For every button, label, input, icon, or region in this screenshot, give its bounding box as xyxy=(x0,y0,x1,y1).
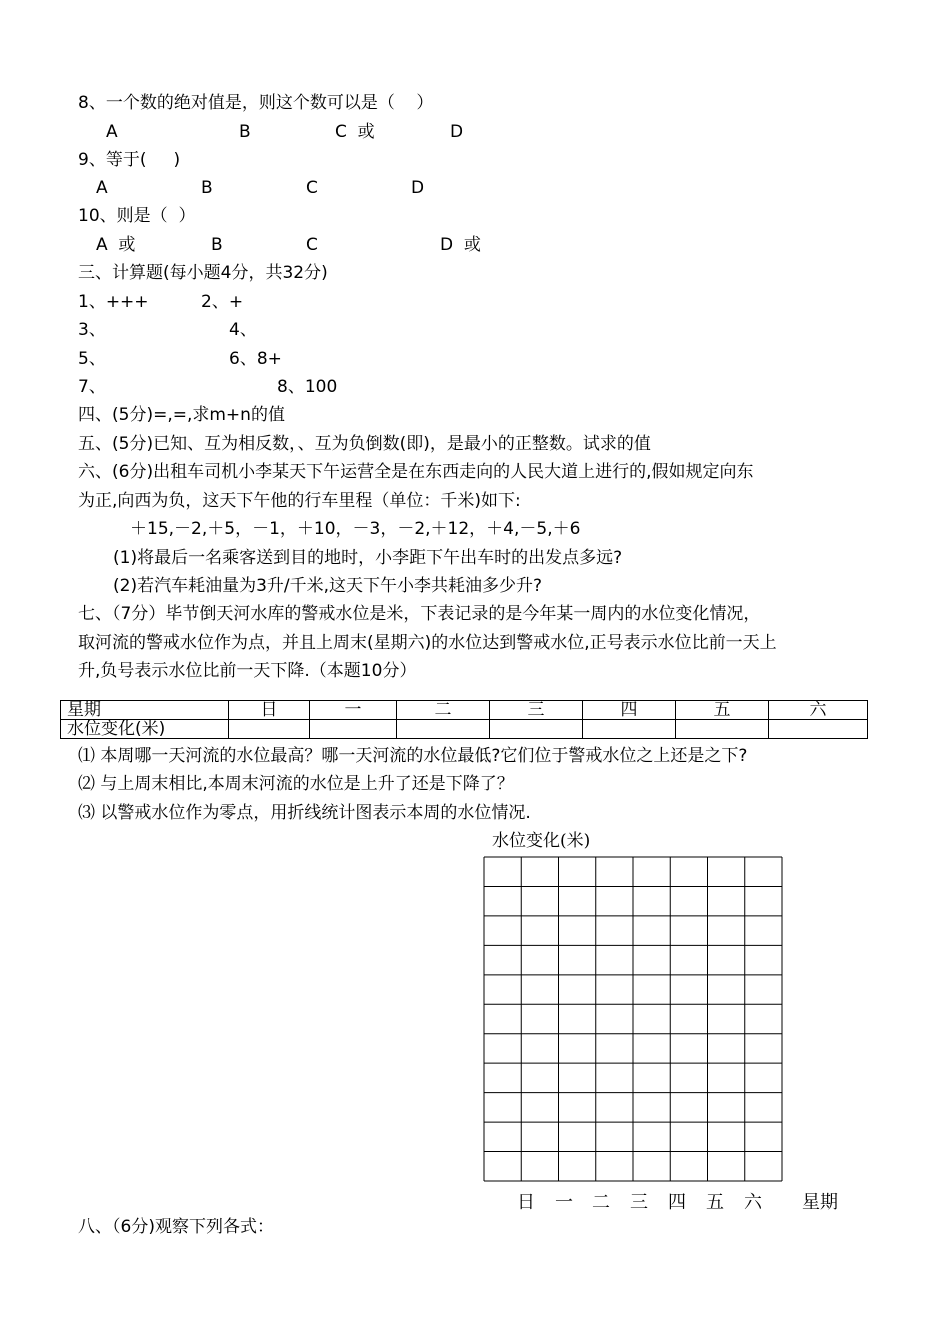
water-level-table xyxy=(60,700,868,739)
question-8-stem: 8、一个数的绝对值是，则这个数可以是（ ） xyxy=(78,93,434,113)
question-9-option-b: B xyxy=(201,178,213,198)
table-value-cell xyxy=(769,720,868,739)
calc-item-7: 7、 xyxy=(78,377,106,397)
calc-item-1: 1、+++ xyxy=(78,292,149,312)
section-7-line-3: 升,负号表示水位比前一天下降.（本题10分） xyxy=(78,661,417,681)
table-value-cell xyxy=(583,720,676,739)
question-10-option-b: B xyxy=(211,235,223,255)
calc-item-8: 8、100 xyxy=(277,377,338,397)
blank-chart-grid xyxy=(483,856,783,1182)
table-day-cell: 三 xyxy=(490,701,583,720)
chart-x-label-day: 日 xyxy=(517,1192,535,1213)
question-9-option-a: A xyxy=(96,178,108,198)
table-value-cell xyxy=(310,720,397,739)
section-6-question-2: (2)若汽车耗油量为3升/千米,这天下午小李共耗油多少升? xyxy=(113,576,543,596)
table-day-cell: 一 xyxy=(310,701,397,720)
table-day-cell: 二 xyxy=(397,701,490,720)
chart-y-axis-label: 水位变化(米) xyxy=(492,831,591,851)
question-8-option-b: B xyxy=(239,122,251,142)
chart-x-label-day: 一 xyxy=(555,1192,573,1213)
table-day-cell: 四 xyxy=(583,701,676,720)
section-7-question-1: ⑴ 本周哪一天河流的水位最高？哪一天河流的水位最低?它们位于警戒水位之上还是之下? xyxy=(78,746,748,766)
chart-x-label-day: 五 xyxy=(706,1192,724,1213)
question-10-option-d: D 或 xyxy=(440,235,481,255)
question-9-stem: 9、等于( ) xyxy=(78,150,181,170)
table-day-cell: 日 xyxy=(229,701,310,720)
table-header-water-change: 水位变化(米) xyxy=(61,720,229,739)
section-6-line-2: 为正,向西为负，这天下午他的行车里程（单位：千米)如下: xyxy=(78,491,521,511)
calc-item-2: 2、+ xyxy=(201,292,244,312)
question-8-option-d: D xyxy=(450,122,464,142)
table-row-water-change xyxy=(61,720,868,739)
section-5-text: 五、(5分)已知、互为相反数，、互为负倒数(即)，是最小的正整数。试求的值 xyxy=(78,434,651,454)
chart-x-label-day: 六 xyxy=(744,1192,762,1213)
table-day-cell: 六 xyxy=(769,701,868,720)
chart-x-axis-label: 星期 xyxy=(802,1192,838,1213)
table-day-cell: 五 xyxy=(676,701,769,720)
chart-grid-svg xyxy=(483,856,783,1182)
calc-item-4: 4、 xyxy=(229,320,257,340)
section-6-line-1: 六、(6分)出租车司机小李某天下午运营全是在东西走向的人民大道上进行的,假如规定向东 xyxy=(78,462,754,482)
calc-item-3: 3、 xyxy=(78,320,106,340)
table-value-cell xyxy=(676,720,769,739)
table-header-day: 星期 xyxy=(61,701,229,720)
section-6-question-1: (1)将最后一名乘客送到目的地时，小李距下午出车时的出发点多远? xyxy=(113,548,623,568)
section-7-question-2: ⑵ 与上周末相比,本周末河流的水位是上升了还是下降了？ xyxy=(78,774,514,794)
question-9-option-d: D xyxy=(411,178,425,198)
calc-item-6: 6、8+ xyxy=(229,349,282,369)
section-6-mileage-data: ＋15,－2,＋5，－1，＋10，－3，－2,＋12，＋4,－5,＋6 xyxy=(130,519,581,539)
section-3-title: 三、计算题(每小题4分，共32分) xyxy=(78,263,328,283)
section-4-text: 四、(5分)=,=,求m+n的值 xyxy=(78,405,285,425)
section-8-text: 八、（6分)观察下列各式： xyxy=(78,1217,274,1237)
table-value-cell xyxy=(397,720,490,739)
chart-x-label-day: 四 xyxy=(668,1192,686,1213)
question-10-option-a: A 或 xyxy=(96,235,136,255)
chart-x-label-day: 二 xyxy=(592,1192,610,1213)
table-value-cell xyxy=(490,720,583,739)
question-10-stem: 10、则是（ ） xyxy=(78,206,196,226)
question-9-option-c: C xyxy=(306,178,318,198)
table-row-days xyxy=(61,701,868,720)
question-8-option-a: A xyxy=(106,122,118,142)
question-8-option-c: C 或 xyxy=(335,122,375,142)
calc-item-5: 5、 xyxy=(78,349,106,369)
section-7-question-3: ⑶ 以警戒水位作为零点，用折线统计图表示本周的水位情况. xyxy=(78,803,531,823)
section-7-line-2: 取河流的警戒水位作为点，并且上周末(星期六)的水位达到警戒水位,正号表示水位比前一天上 xyxy=(78,633,777,653)
table-value-cell xyxy=(229,720,310,739)
section-7-line-1: 七、（7分）毕节倒天河水库的警戒水位是米，下表记录的是今年某一周内的水位变化情况， xyxy=(78,604,761,624)
question-10-option-c: C xyxy=(306,235,318,255)
chart-x-label-day: 三 xyxy=(630,1192,648,1213)
